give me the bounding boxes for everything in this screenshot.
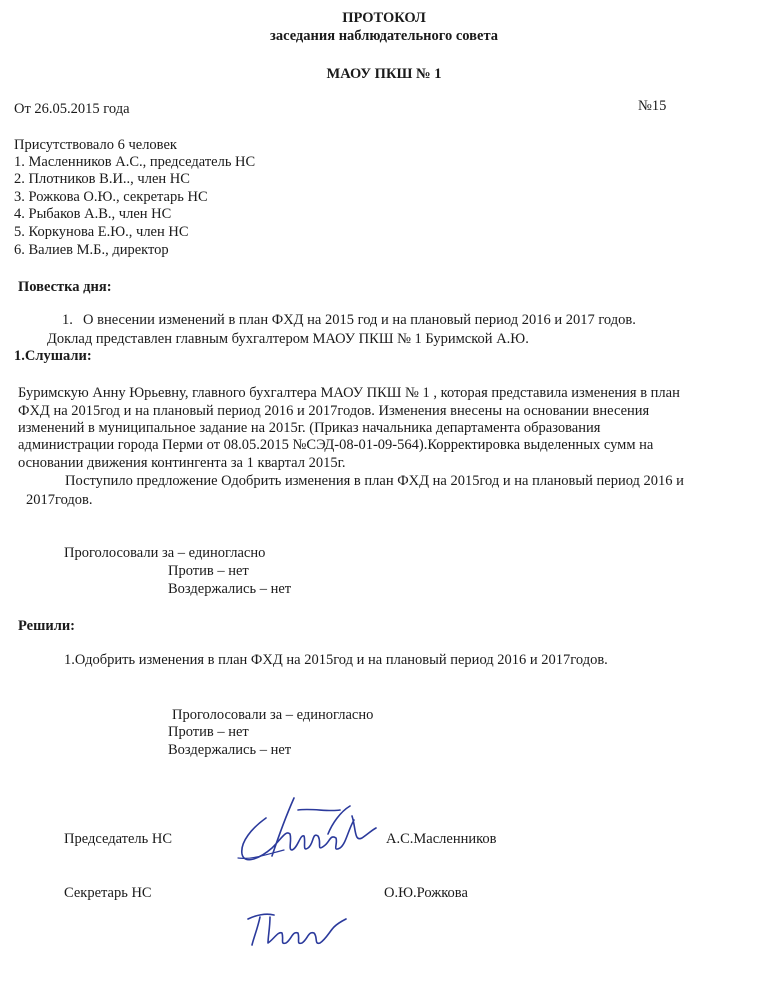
vote-for: Проголосовали за – единогласно [172, 707, 374, 723]
heard-text-line: ФХД на 2015год и на плановый период 2016 и 2017годов. Изменения внесены на основании внесения [18, 403, 650, 419]
meeting-date: От 26.05.2015 года [14, 101, 130, 117]
heard-text-line: основании движения контингента за 1 квартал 2015г. [18, 455, 346, 471]
attendee-item: 3. Рожкова О.Ю., секретарь НС [14, 189, 208, 205]
secretary-signature [240, 905, 350, 955]
document-title: ПРОТОКОЛ [342, 10, 426, 26]
agenda-report: Доклад представлен главным бухгалтером МАОУ ПКШ № 1 Буримской А.Ю. [47, 331, 529, 347]
vote-abstained: Воздержались – нет [168, 581, 292, 597]
agenda-item: О внесении изменений в план ФХД на 2015 год и на плановый период 2016 и 2017 годов. [83, 312, 636, 328]
organization-name: МАОУ ПКШ № 1 [326, 66, 442, 82]
chair-signature [228, 790, 388, 870]
heard-text-line: Буримскую Анну Юрьевну, главного бухгалтера МАОУ ПКШ № 1 , которая представила изменения в план [18, 385, 680, 401]
attendance-title: Присутствовало 6 человек [14, 137, 177, 153]
secretary-name: О.Ю.Рожкова [384, 885, 468, 901]
attendee-item: 6. Валиев М.Б., директор [14, 242, 169, 258]
agenda-item-number: 1. [62, 312, 73, 328]
attendee-item: 5. Коркунова Е.Ю., член НС [14, 224, 189, 240]
vote-against: Против – нет [168, 563, 249, 579]
vote-against: Против – нет [168, 724, 249, 740]
protocol-number: №15 [638, 98, 667, 114]
attendee-item: 2. Плотников В.И.., член НС [14, 171, 190, 187]
proposal-text: Поступило предложение Одобрить изменения в план ФХД на 2015год и на плановый период 2016 и [65, 473, 684, 489]
document-subtitle: заседания наблюдательного совета [270, 28, 498, 44]
attendee-item: 4. Рыбаков А.В., член НС [14, 206, 172, 222]
heard-text-line: администрации города Перми от 08.05.2015 №СЭД-08-01-09-564).Корректировка выделенных сумм на [18, 437, 654, 453]
decision-heading: Решили: [18, 618, 76, 634]
chair-name: А.С.Масленников [386, 831, 497, 847]
chair-role: Председатель НС [64, 831, 173, 847]
heard-heading: 1.Слушали: [14, 348, 92, 364]
vote-abstained: Воздержались – нет [168, 742, 292, 758]
decision-text: 1.Одобрить изменения в план ФХД на 2015год и на плановый период 2016 и 2017годов. [64, 652, 608, 668]
vote-for: Проголосовали за – единогласно [64, 545, 266, 561]
proposal-text-continuation: 2017годов. [26, 492, 93, 508]
attendee-item: 1. Масленников А.С., председатель НС [14, 154, 256, 170]
agenda-heading: Повестка дня: [18, 279, 112, 295]
heard-text-line: изменений в муниципальное задание на 2015г. (Приказ начальника департамента образования [18, 420, 601, 436]
secretary-role: Секретарь НС [64, 885, 152, 901]
